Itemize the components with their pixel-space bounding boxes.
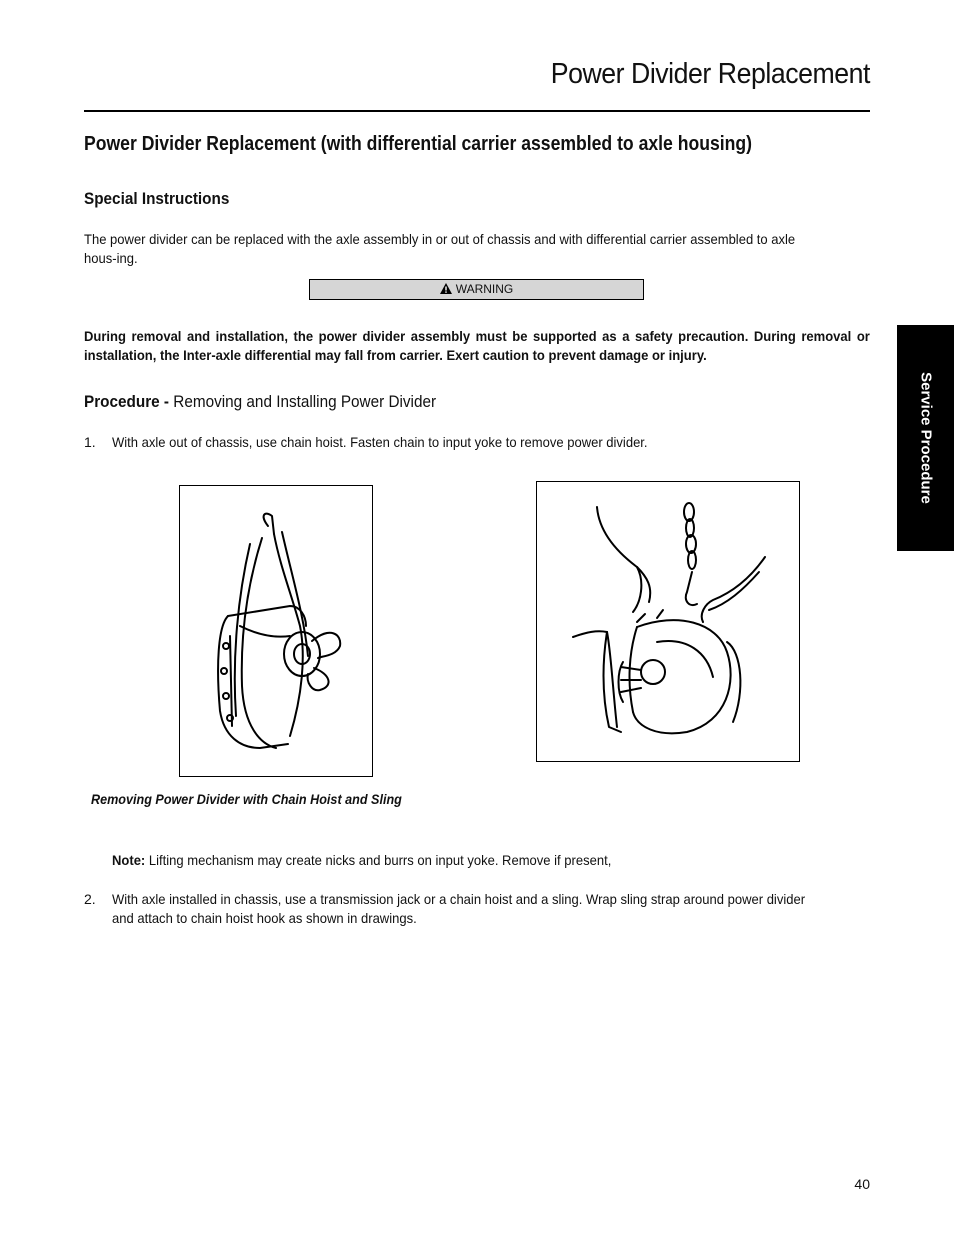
header-rule	[84, 110, 870, 112]
warning-triangle-icon	[440, 283, 452, 294]
sling-illustration-icon	[180, 486, 372, 776]
figure-caption: Removing Power Divider with Chain Hoist and Sling	[91, 791, 402, 807]
note-text: Lifting mechanism may create nicks and burrs on input yoke. Remove if present,	[148, 852, 612, 868]
step-2-number: 2.	[84, 891, 96, 907]
procedure-title: Removing and Installing Power Divider	[173, 392, 437, 411]
procedure-heading	[84, 392, 436, 412]
warning-label: WARNING	[455, 282, 514, 296]
page-title: Power Divider Replacement	[550, 58, 870, 90]
side-tab	[897, 325, 954, 551]
side-tab-label: Service Procedure	[917, 372, 934, 504]
procedure-label: Procedure -	[84, 392, 170, 411]
warning-text: During removal and installation, the power divider assembly must be supported as a safety precaution. During removal or installation, the Inter-axle differential may fall from carrier. Exert caution to prevent damage or injury.	[84, 328, 870, 363]
warning-banner	[309, 279, 644, 300]
section-heading: Power Divider Replacement (with differential carrier assembled to axle housing)	[84, 133, 753, 155]
step-2-text: With axle installed in chassis, use a transmission jack or a chain hoist and a sling. Wrap sling strap around power divider and attach to chain hoist hook as shown in drawings.	[112, 891, 806, 926]
note-label: Note:	[112, 852, 146, 868]
chain-lift-illustration-icon	[537, 482, 799, 761]
figure-chain-hoist-sling	[179, 485, 373, 777]
step-1-text: With axle out of chassis, use chain hoist. Fasten chain to input yoke to remove power divider.	[112, 434, 648, 450]
intro-paragraph: The power divider can be replaced with the axle assembly in or out of chassis and with differential carrier assembled to axle hous-ing.	[84, 231, 796, 266]
figure-chain-lift-hands	[536, 481, 800, 762]
note	[112, 852, 611, 868]
step-1-number: 1.	[84, 434, 96, 450]
page-number: 40	[854, 1176, 870, 1192]
subheading-special-instructions: Special Instructions	[84, 189, 230, 208]
